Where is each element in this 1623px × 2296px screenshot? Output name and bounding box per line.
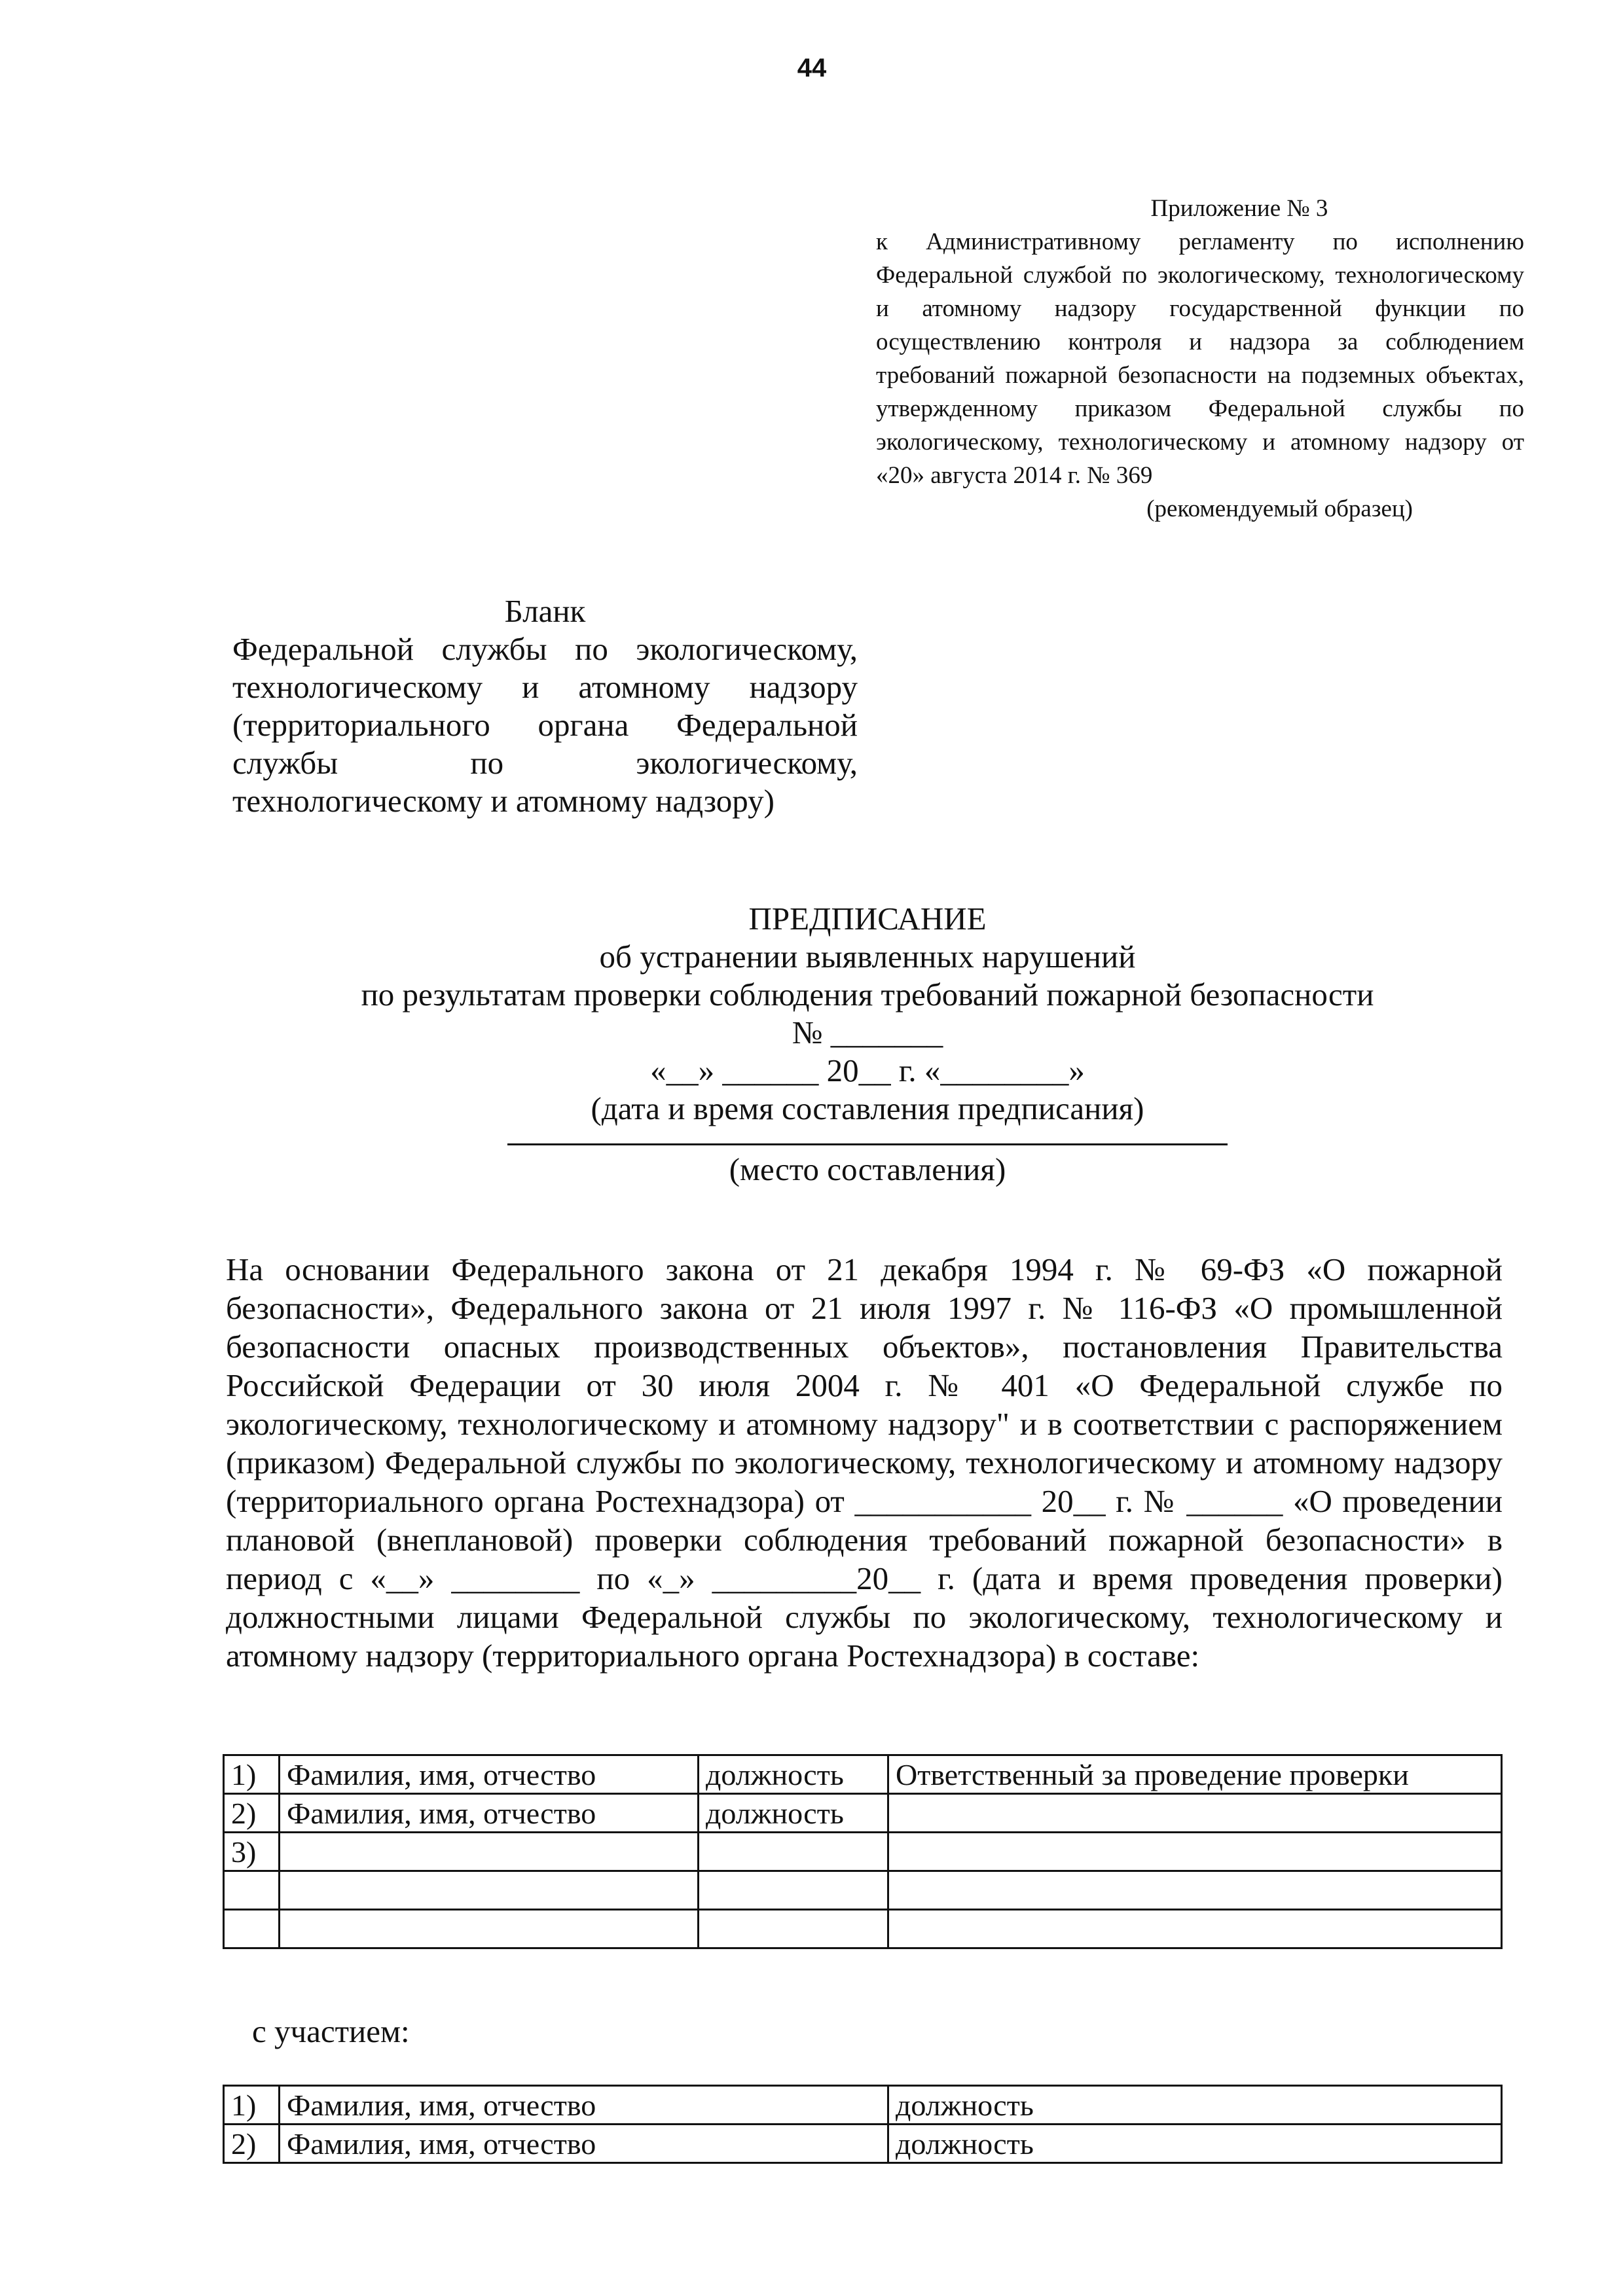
order-date-line: «__» ______ 20__ г. «________» [650,1052,1085,1088]
order-title: ПРЕДПИСАНИЕ [748,901,987,937]
table-row [224,1833,1502,1871]
inspector-name: Фамилия, имя, отчество [280,1794,699,1833]
appendix-block [876,192,1524,526]
order-header [216,900,1519,1189]
table-row [224,1910,1502,1948]
table-row [224,2086,1502,2125]
blank-title: Бланк [504,593,586,629]
table-row [224,2125,1502,2163]
row-number: 1) [224,2086,280,2125]
inspector-name [280,1871,699,1910]
row-number [224,1910,280,1948]
row-number: 3) [224,1833,280,1871]
row-number: 2) [224,2125,280,2163]
inspector-role [888,1910,1502,1948]
table-row [224,1755,1502,1794]
inspector-name [280,1910,699,1948]
row-number: 1) [224,1755,280,1794]
row-number [224,1871,280,1910]
body-paragraph: На основании Федерального закона от 21 декабря 1994 г. № 69-ФЗ «О пожарной безопасности», Федерального закона от 21 июля 1997 г. № 116-ФЗ «О промышленной безопасности опасных производственных объектов», постановления Правительства Российской Федерации от 30 июля 2004 г. № 401 «О Федеральной службе по экологическому, технологическому и атомному надзору" и в соответствии с распоряжением (приказом) Федеральной службы по экологическому, технологическому и атомному надзору (территориального органа Ростехнадзора) от ___________ 20__ г. № ______ «О проведении плановой (внеплановой) проверки соблюдения требований пожарной безопасности» в период с «__» ________ по «_» _________20__ г. (дата и время проведения проверки) должностными лицами Федеральной службы по экологическому, технологическому и атомному надзору (территориального органа Ростехнадзора) в составе: [226,1251,1503,1674]
place-line [507,1143,1228,1145]
inspectors-table [223,1754,1503,1949]
order-number-line: № _______ [792,1014,943,1050]
appendix-title: Приложение № 3 [1150,195,1328,222]
page-number: 44 [797,54,827,82]
inspector-position [699,1833,888,1871]
participant-name: Фамилия, имя, отчество [280,2086,888,2125]
inspector-position [699,1910,888,1948]
row-number: 2) [224,1794,280,1833]
participant-name: Фамилия, имя, отчество [280,2125,888,2163]
participation-label: с участием: [252,2013,410,2049]
appendix-text: к Административному регламенту по исполнению Федеральной службой по экологическому, технологическому и атомному надзору государственной функции по осуществлению контроля и надзора за соблюдением требований пожарной безопасности на подземных объектах, утвержденному приказом Федеральной службы по экологическому, технологическому и атомному надзору от «20» августа 2014 г. № 369 [876,228,1524,489]
inspector-role [888,1833,1502,1871]
appendix-sample-note: (рекомендуемый образец) [1146,495,1413,522]
blank-block [232,592,858,820]
inspector-role [888,1871,1502,1910]
inspector-position [699,1871,888,1910]
inspector-position: должность [699,1755,888,1794]
table-row [224,1794,1502,1833]
place-caption: (место составления) [729,1151,1006,1187]
table-row [224,1871,1502,1910]
inspector-role: Ответственный за проведение проверки [888,1755,1502,1794]
inspector-position: должность [699,1794,888,1833]
participant-position: должность [888,2125,1502,2163]
inspector-name: Фамилия, имя, отчество [280,1755,699,1794]
participants-table [223,2085,1503,2164]
blank-text: Федеральной службы по экологическому, технологическому и атомному надзору (территориального органа Федеральной службы по экологическому, технологическому и атомному надзору) [232,631,858,819]
order-subtitle-1: об устранении выявленных нарушений [599,939,1136,975]
participant-position: должность [888,2086,1502,2125]
order-date-caption: (дата и время составления предписания) [591,1090,1144,1126]
inspector-role [888,1794,1502,1833]
inspector-name [280,1833,699,1871]
order-subtitle-2: по результатам проверки соблюдения требований пожарной безопасности [361,977,1374,1013]
